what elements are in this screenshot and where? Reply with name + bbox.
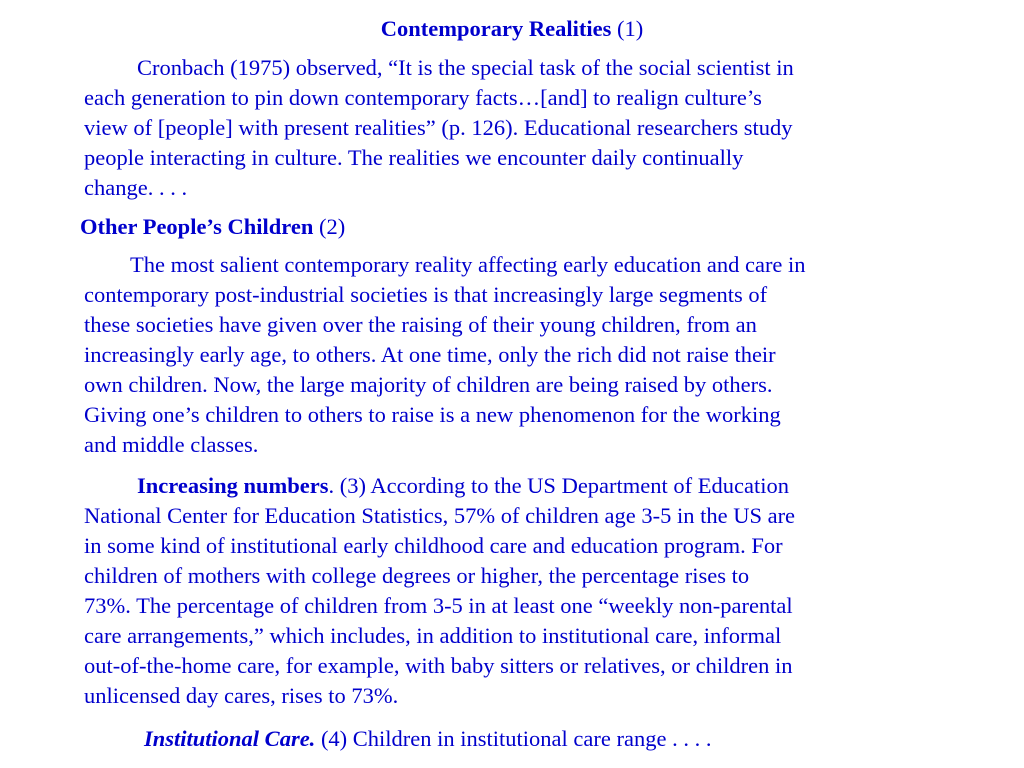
para3-line-1 — [137, 471, 789, 501]
heading-other-peoples-children — [80, 212, 345, 242]
para2-line-2: contemporary post-industrial societies is that increasingly large segments of — [84, 282, 768, 307]
heading2-title: Other People’s Children — [80, 214, 314, 239]
heading2-number: (2) — [313, 214, 346, 239]
para1-line-3: view of [people] with present realities” (p. 126). Educational researchers study — [84, 115, 793, 140]
para3-line-3: in some kind of institutional early childhood care and education program. For — [84, 533, 783, 558]
para2-line-6: Giving one’s children to others to raise is a new phenomenon for the working — [84, 402, 781, 427]
para4-rest: (4) Children in institutional care range . . . . — [315, 726, 712, 751]
para2-line-1: The most salient contemporary reality affecting early education and care in — [130, 252, 806, 277]
para3-lead: Increasing numbers — [137, 473, 329, 498]
para3-line-6: care arrangements,” which includes, in addition to institutional care, informal — [84, 623, 782, 648]
para3-line-8: unlicensed day cares, rises to 73%. — [84, 683, 399, 708]
para3-line-4: children of mothers with college degrees or higher, the percentage rises to — [84, 563, 750, 588]
para3-first-rest: . (3) According to the US Department of Education — [328, 473, 789, 498]
para1-line-4: people interacting in culture. The realities we encounter daily continually — [84, 145, 744, 170]
para3-line-5: 73%. The percentage of children from 3-5 in at least one “weekly non-parental — [84, 593, 793, 618]
para1-line-2: each generation to pin down contemporary facts…[and] to realign culture’s — [84, 85, 762, 110]
heading1-number: (1) — [611, 16, 644, 41]
para4-lead: Institutional Care. — [144, 726, 316, 751]
para4-line-1 — [144, 724, 711, 754]
para2-line-4: increasingly early age, to others. At one time, only the rich did not raise their — [84, 342, 776, 367]
heading-contemporary-realities — [0, 14, 1024, 44]
para2-line-3: these societies have given over the raising of their young children, from an — [84, 312, 757, 337]
para1-line-5: change. . . . — [84, 175, 188, 200]
para3-line-2: National Center for Education Statistics, 57% of children age 3-5 in the US are — [84, 503, 796, 528]
para1-line-1: Cronbach (1975) observed, “It is the special task of the social scientist in — [137, 55, 794, 80]
para2-line-5: own children. Now, the large majority of children are being raised by others. — [84, 372, 773, 397]
para3-line-7: out-of-the-home care, for example, with baby sitters or relatives, or children in — [84, 653, 793, 678]
para2-line-7: and middle classes. — [84, 432, 259, 457]
heading1-title: Contemporary Realities — [380, 16, 612, 41]
